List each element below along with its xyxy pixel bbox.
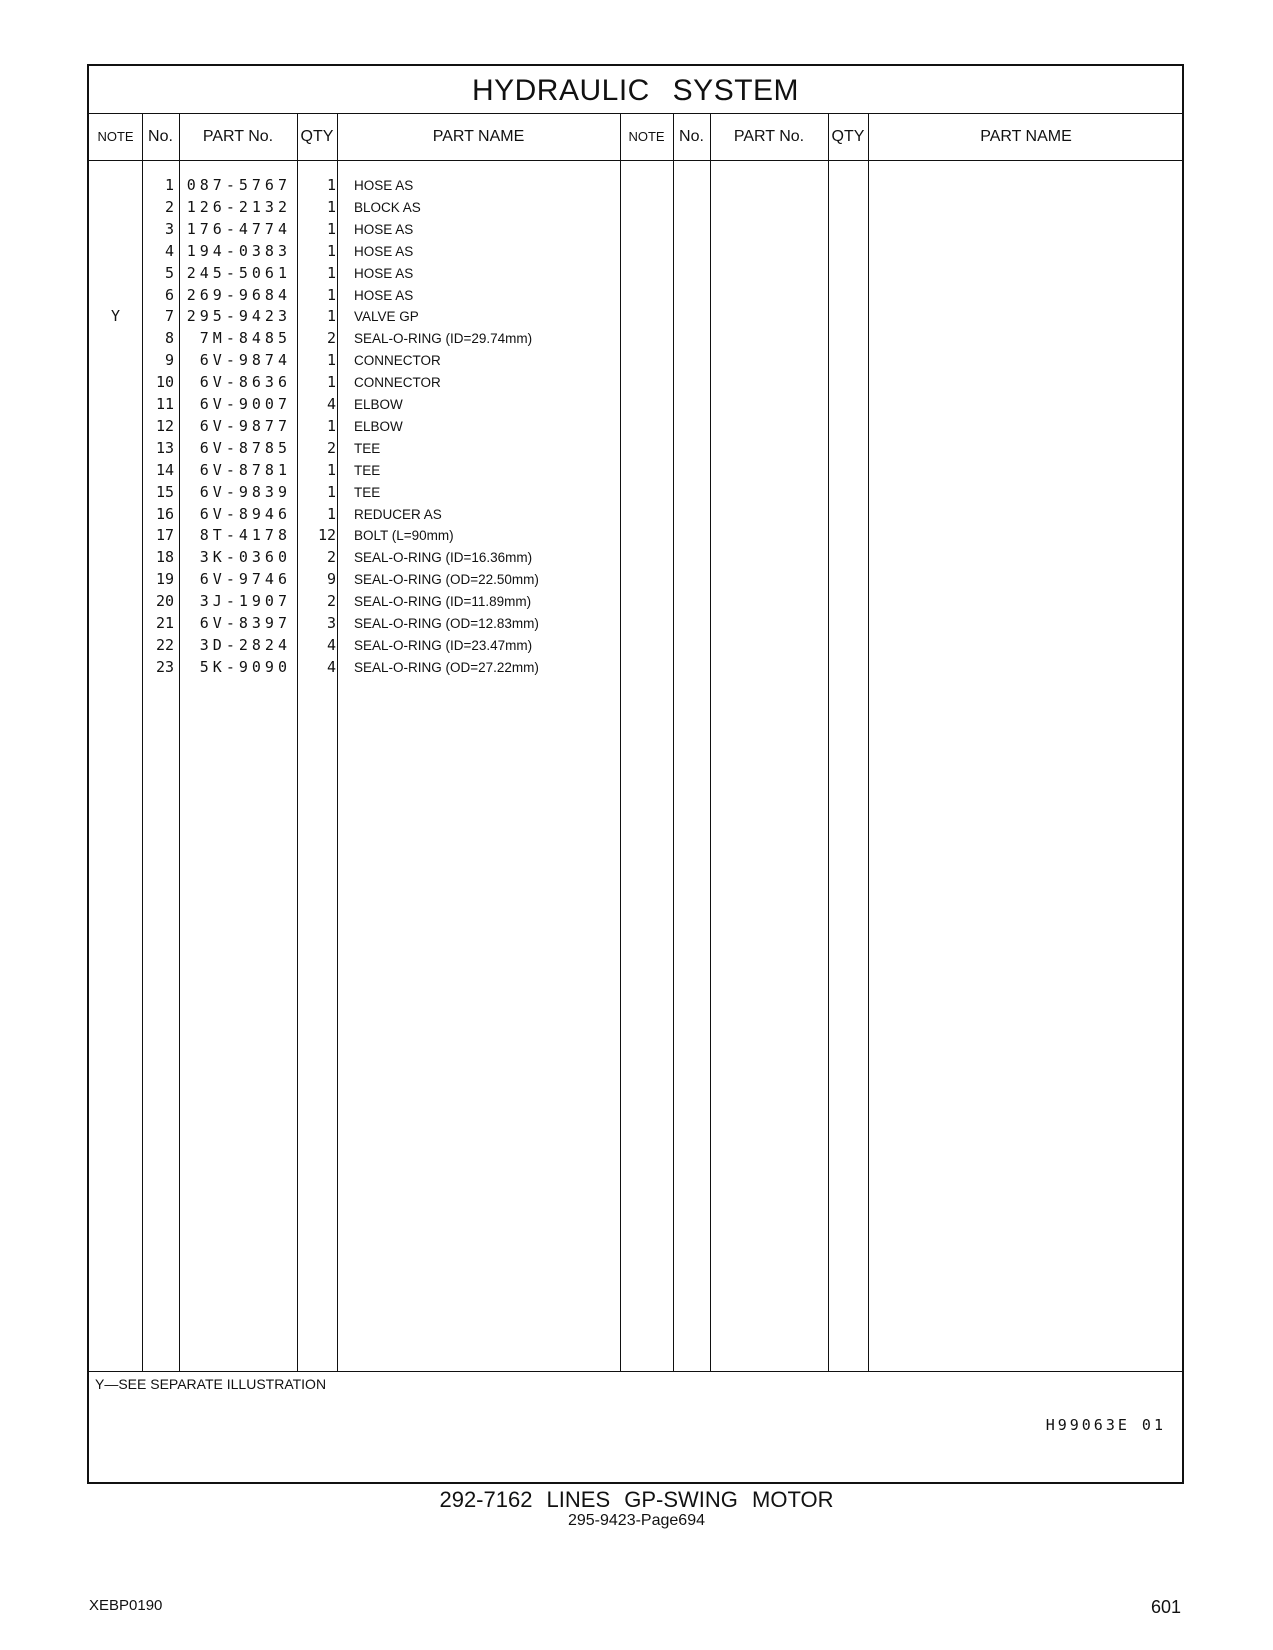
part-number-cell: 3K-0360: [199, 548, 291, 567]
part-number-cell: 6V-8946: [199, 504, 291, 523]
page-title: HYDRAULIC SYSTEM: [89, 66, 1182, 114]
table-bottom-rule: [89, 1371, 1182, 1372]
part-name-cell: ELBOW: [354, 418, 403, 434]
group-caption: 292-7162 LINES GP-SWING MOTOR: [439, 1487, 834, 1512]
table-row: [89, 371, 1182, 394]
document-id: XEBP0190: [89, 1597, 163, 1614]
item-number-cell: 18: [155, 548, 174, 567]
part-name-cell: SEAL-O-RING (OD=22.50mm): [354, 572, 539, 588]
header-no-left: No.: [148, 128, 173, 145]
part-number-cell: 176-4774: [186, 219, 291, 238]
part-number-cell: 6V-9874: [199, 351, 291, 370]
table-row: [89, 349, 1182, 372]
item-number-cell: 12: [155, 416, 174, 435]
note-cell: Y: [110, 307, 121, 326]
part-number-cell: 6V-9746: [199, 570, 291, 589]
page-reference: 295-9423-Page694: [567, 1512, 705, 1529]
table-row: [89, 481, 1182, 504]
part-number-cell: 6V-8781: [199, 460, 291, 479]
part-number-cell: 295-9423: [186, 307, 291, 326]
quantity-cell: 1: [326, 197, 336, 216]
part-name-cell: CONNECTOR: [354, 353, 441, 369]
part-name-cell: TEE: [354, 462, 381, 478]
quantity-cell: 1: [326, 504, 336, 523]
header-part-name-right: PART NAME: [980, 128, 1072, 145]
quantity-cell: 4: [326, 657, 336, 676]
table-row: [89, 305, 1182, 328]
part-name-cell: BLOCK AS: [354, 199, 421, 215]
part-name-cell: VALVE GP: [354, 309, 419, 325]
part-name-cell: TEE: [354, 484, 381, 500]
part-number-cell: 269-9684: [186, 285, 291, 304]
quantity-cell: 1: [326, 176, 336, 194]
table-row: [89, 437, 1182, 460]
part-number-cell: 6V-8636: [199, 373, 291, 392]
item-number-cell: 7: [164, 307, 174, 326]
quantity-cell: 2: [326, 592, 336, 611]
quantity-cell: 2: [326, 329, 336, 348]
table-row: [89, 284, 1182, 307]
quantity-cell: 1: [326, 219, 336, 238]
header-part-no-right: PART No.: [733, 128, 805, 145]
part-number-cell: 6V-9877: [199, 416, 291, 435]
item-number-cell: 4: [164, 241, 174, 260]
quantity-cell: 9: [326, 570, 336, 589]
header-no-right: No.: [679, 128, 704, 145]
part-number-cell: 6V-8785: [199, 438, 291, 457]
header-qty-left: QTY: [300, 128, 334, 145]
part-name-cell: HOSE AS: [354, 243, 414, 259]
item-number-cell: 13: [155, 438, 174, 457]
table-row: [89, 656, 1182, 679]
quantity-cell: 1: [326, 241, 336, 260]
table-row: [89, 196, 1182, 219]
table-row: [89, 393, 1182, 416]
item-number-cell: 10: [155, 373, 174, 392]
quantity-cell: 1: [326, 285, 336, 304]
page-number: 601: [1150, 1597, 1181, 1617]
part-name-cell: HOSE AS: [354, 178, 414, 193]
part-name-cell: SEAL-O-RING (OD=27.22mm): [354, 659, 539, 675]
table-row: [89, 612, 1182, 635]
item-number-cell: 3: [164, 219, 174, 238]
part-number-cell: 7M-8485: [199, 329, 291, 348]
part-number-cell: 3D-2824: [199, 635, 291, 654]
part-number-cell: 194-0383: [186, 241, 291, 260]
quantity-cell: 2: [326, 438, 336, 457]
header-note-left: NOTE: [97, 129, 134, 144]
part-name-cell: ELBOW: [354, 397, 403, 412]
item-number-cell: 19: [155, 570, 174, 589]
table-row: [89, 568, 1182, 591]
part-number-cell: 8T-4178: [199, 526, 291, 545]
item-number-cell: 20: [155, 592, 174, 611]
item-number-cell: 15: [155, 482, 174, 501]
footnote: Y—SEE SEPARATE ILLUSTRATION: [95, 1376, 327, 1392]
drawing-code: H99063E 01: [1045, 1416, 1166, 1434]
part-number-cell: 3J-1907: [199, 592, 291, 611]
table-row: [89, 590, 1182, 613]
part-number-cell: 245-5061: [186, 263, 291, 282]
table-row: [89, 327, 1182, 350]
item-number-cell: 9: [164, 351, 174, 370]
table-row: [89, 459, 1182, 482]
header-note-right: NOTE: [628, 129, 665, 144]
part-name-cell: TEE: [354, 440, 381, 456]
quantity-cell: 1: [326, 263, 336, 282]
quantity-cell: 1: [326, 373, 336, 392]
header-part-name-left: PART NAME: [432, 128, 525, 145]
part-name-cell: HOSE AS: [354, 221, 414, 237]
table-header: [89, 114, 1182, 161]
part-number-cell: 6V-9839: [199, 482, 291, 501]
quantity-cell: 3: [326, 614, 336, 632]
table-row: [89, 634, 1182, 657]
item-number-cell: 5: [164, 263, 174, 282]
item-number-cell: 17: [155, 526, 174, 545]
quantity-cell: 4: [326, 635, 336, 654]
part-name-cell: SEAL-O-RING (ID=29.74mm): [354, 331, 533, 347]
item-number-cell: 14: [155, 460, 174, 479]
table-row: [89, 415, 1182, 438]
table-row: [89, 218, 1182, 241]
quantity-cell: 1: [326, 460, 336, 479]
header-part-no-left: PART No.: [202, 128, 274, 145]
part-number-cell: 6V-8397: [199, 614, 291, 632]
part-number-cell: 5K-9090: [199, 657, 291, 676]
part-name-cell: SEAL-O-RING (ID=16.36mm): [354, 550, 533, 566]
item-number-cell: 23: [155, 657, 174, 676]
table-row: [89, 524, 1182, 547]
table-row: [89, 174, 1182, 197]
part-name-cell: SEAL-O-RING (OD=12.83mm): [354, 616, 539, 631]
item-number-cell: 22: [155, 635, 174, 654]
quantity-cell: 1: [326, 482, 336, 501]
table-row: [89, 503, 1182, 526]
parts-sheet: [87, 64, 1184, 1484]
part-number-cell: 087-5767: [186, 176, 291, 194]
part-name-cell: HOSE AS: [354, 265, 414, 281]
quantity-cell: 1: [326, 416, 336, 435]
header-qty-right: QTY: [831, 128, 865, 145]
item-number-cell: 11: [155, 395, 174, 413]
item-number-cell: 21: [155, 614, 174, 632]
part-name-cell: HOSE AS: [354, 287, 414, 303]
item-number-cell: 6: [164, 285, 174, 304]
part-number-cell: 126-2132: [186, 197, 291, 216]
table-row: [89, 240, 1182, 263]
part-name-cell: SEAL-O-RING (ID=23.47mm): [354, 637, 533, 653]
quantity-cell: 1: [326, 351, 336, 370]
item-number-cell: 2: [164, 197, 174, 216]
part-name-cell: CONNECTOR: [354, 375, 441, 391]
quantity-cell: 2: [326, 548, 336, 567]
quantity-cell: 1: [326, 307, 336, 326]
item-number-cell: 1: [164, 176, 174, 194]
part-name-cell: BOLT (L=90mm): [354, 528, 454, 544]
item-number-cell: 16: [155, 504, 174, 523]
quantity-cell: 12: [317, 526, 336, 545]
part-name-cell: SEAL-O-RING (ID=11.89mm): [354, 594, 532, 610]
part-name-cell: REDUCER AS: [354, 506, 442, 522]
item-number-cell: 8: [164, 329, 174, 348]
part-number-cell: 6V-9007: [199, 395, 291, 413]
table-row: [89, 546, 1182, 569]
table-row: [89, 262, 1182, 285]
quantity-cell: 4: [326, 395, 336, 413]
